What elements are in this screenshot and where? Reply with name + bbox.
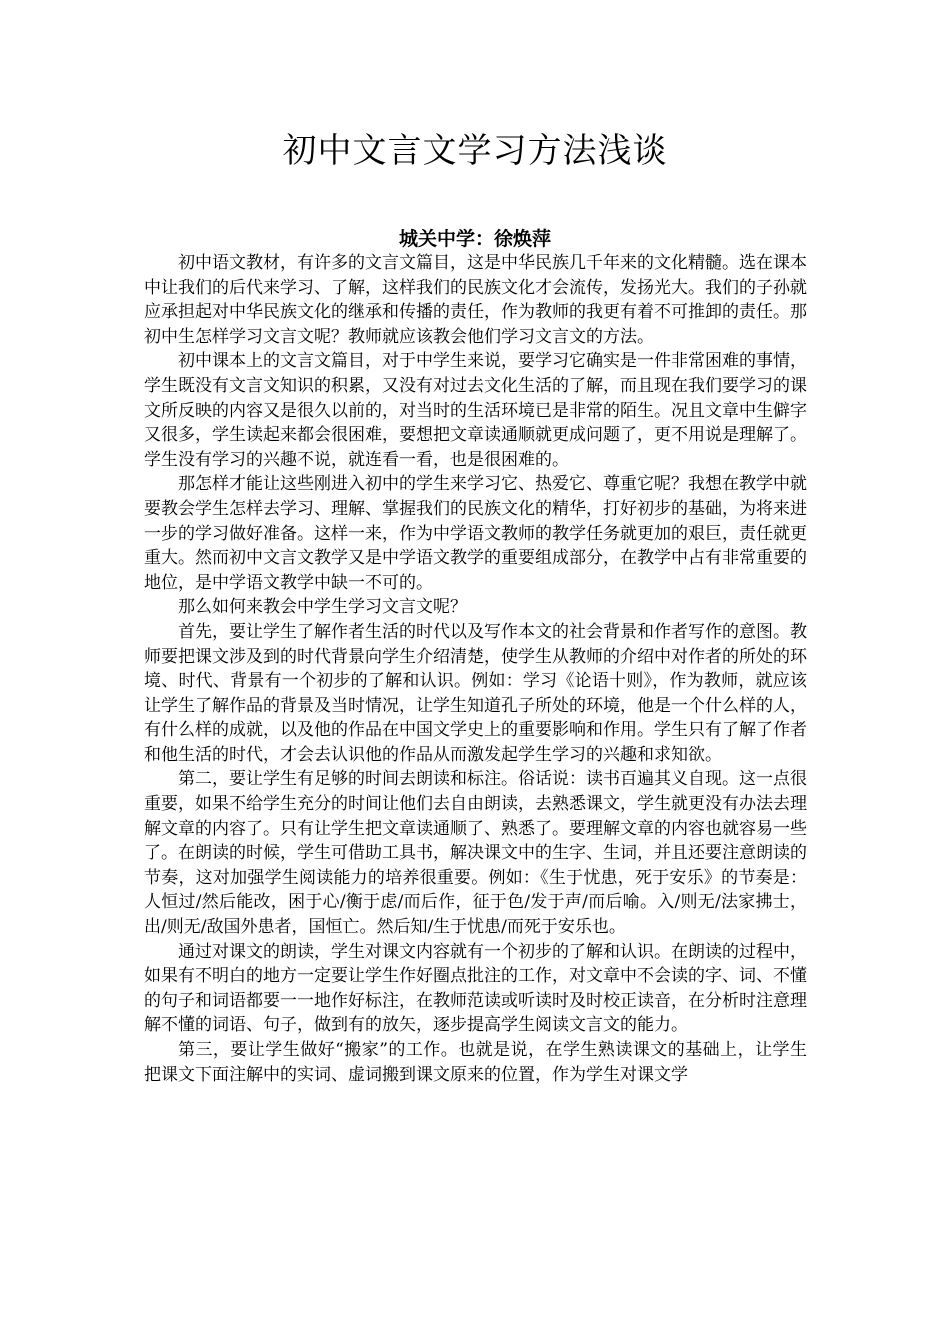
paragraph-6: 第二，要让学生有足够的时间去朗读和标注。俗话说：读书百遍其义自现。这一点很重要，如果不给学生充分的时间让他们去自由朗读，去熟悉课文，学生就更没有办法去理解文章的内容了。只有让学生把文章读通顺了、熟悉了。要理解文章的内容也就容易一些了。在朗读的时候，学生可借助工具书，解决课文中的生字、生词，并且还要注意朗读的节奏，这对加强学生阅读能力的培养很重要。例如：《生于忧患，死于安乐》的节奏是：人恒过/然后能改，困于心/衡于虑/而后作，征于色/发于声/而后喻。入/则无/法家拂士，出/则无/敌国外患者，国恒亡。然后知/生于忧患/而死于安乐也。 [144, 769, 807, 938]
paragraph-7: 通过对课文的朗读，学生对课文内容就有一个初步的了解和认识。在朗读的过程中，如果有不明白的地方一定要让学生作好圈点批注的工作，对文章中不会读的字、词、不懂的句子和词语都要一一地作好标注，在教师范读或听读时及时校正读音，在分析时注意理解不懂的词语、句子，做到有的放矢，逐步提高学生阅读文言文的能力。 [144, 941, 807, 1036]
paragraph-8: 第三，要让学生做好“搬家”的工作。也就是说，在学生熟读课文的基础上，让学生把课文下面注解中的实词、虚词搬到课文原来的位置，作为学生对课文学 [144, 1040, 807, 1085]
paragraph-1: 初中语文教材，有许多的文言文篇目，这是中华民族几千年来的文化精髓。选在课本中让我们的后代来学习、了解，这样我们的民族文化才会流传，发扬光大。我们的子孙就应承担起对中华民族文化的继承和传播的责任，作为教师的我更有着不可推卸的责任。那初中生怎样学习文言文呢？教师就应该教会他们学习文言文的方法。 [144, 253, 807, 347]
paragraph-4: 那么如何来教会中学生学习文言文呢？ [178, 597, 467, 618]
paragraph-2: 初中课本上的文言文篇目，对于中学生来说，要学习它确实是一件非常困难的事情，学生既没有文言文知识的积累，又没有对过去文化生活的了解，而且现在我们要学习的课文所反映的内容又是很久以前的，对当时的生活环境已是非常的陌生。况且文章中生僻字又很多，学生读起来都会很困难，要想把文章读通顺就更成问题了，更不用说是理解了。学生没有学习的兴趣不说，就连看一看，也是很困难的。 [144, 351, 807, 470]
document-body [144, 251, 807, 1087]
document-title: 初中文言文学习方法浅谈 [282, 131, 668, 171]
paragraph-5: 首先，要让学生了解作者生活的时代以及写作本文的社会背景和作者写作的意图。教师要把课文涉及到的时代背景向学生介绍清楚，使学生从教师的介绍中对作者的所处的环境、时代、背景有一个初步的了解和认识。例如：学习《论语十则》，作为教师，就应该让学生了解作品的背景及当时情况，让学生知道孔子所处的环境，他是一个什么样的人，有什么样的成就，以及他的作品在中国文学史上的重要影响和作用。学生只有了解了作者和他生活的时代，才会去认识他的作品从而激发起学生学习的兴趣和求知欲。 [144, 621, 807, 765]
author-byline: 城关中学：徐焕萍 [398, 228, 551, 250]
paragraph-3: 那怎样才能让这些刚进入初中的学生来学习它、热爱它、尊重它呢？我想在教学中就要教会学生怎样去学习、理解、掌握我们的民族文化的精华，打好初步的基础，为将来进一步的学习做好准备。这样一来，作为中学语文教师的教学任务就更加的艰巨，责任就更重大。然而初中文言文教学又是中学语文教学的重要组成部分，在教学中占有非常重要的地位，是中学语文教学中缺一不可的。 [144, 474, 807, 593]
